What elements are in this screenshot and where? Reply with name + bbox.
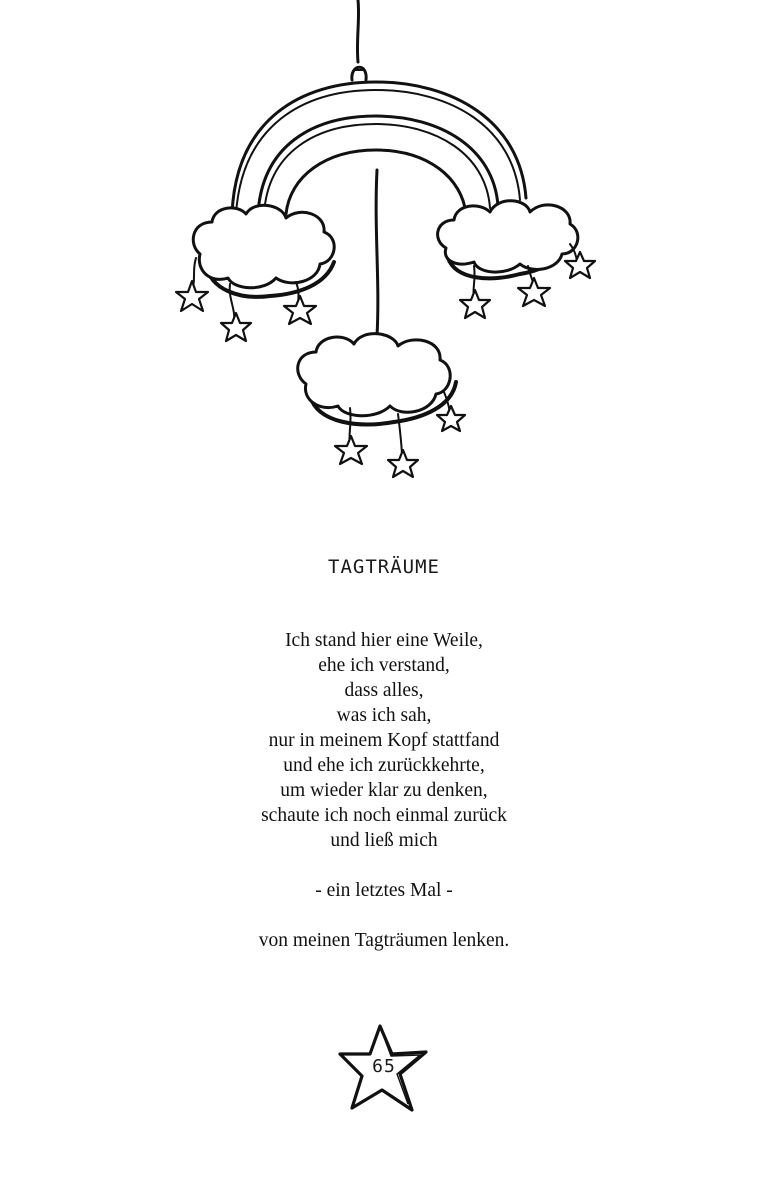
stanza-gap (0, 853, 768, 878)
stanza-gap (0, 903, 768, 928)
poem-line: nur in meinem Kopf stattfand (268, 730, 500, 751)
poem-line: Ich stand hier eine Weile, (285, 630, 483, 651)
page-number: 65 (372, 1056, 396, 1077)
poem-line: ehe ich verstand, (318, 655, 450, 676)
poem-line: was ich sah, (336, 705, 432, 726)
poem-line: um wieder klar zu denken, (280, 780, 488, 801)
poem-interlude: - ein letztes Mal - (315, 880, 453, 901)
poem-line: dass alles, (344, 680, 424, 701)
poem-line: und ließ mich (330, 830, 438, 851)
poem-body (0, 628, 768, 953)
poem-closing-line: von meinen Tagträumen lenken. (258, 930, 510, 951)
rainbow-mobile-illustration (160, 0, 610, 490)
poem-line: und ehe ich zurückkehrte, (283, 755, 485, 776)
poem-title: TAGTRÄUME (328, 556, 440, 578)
poem-line: schaute ich noch einmal zurück (261, 805, 507, 826)
